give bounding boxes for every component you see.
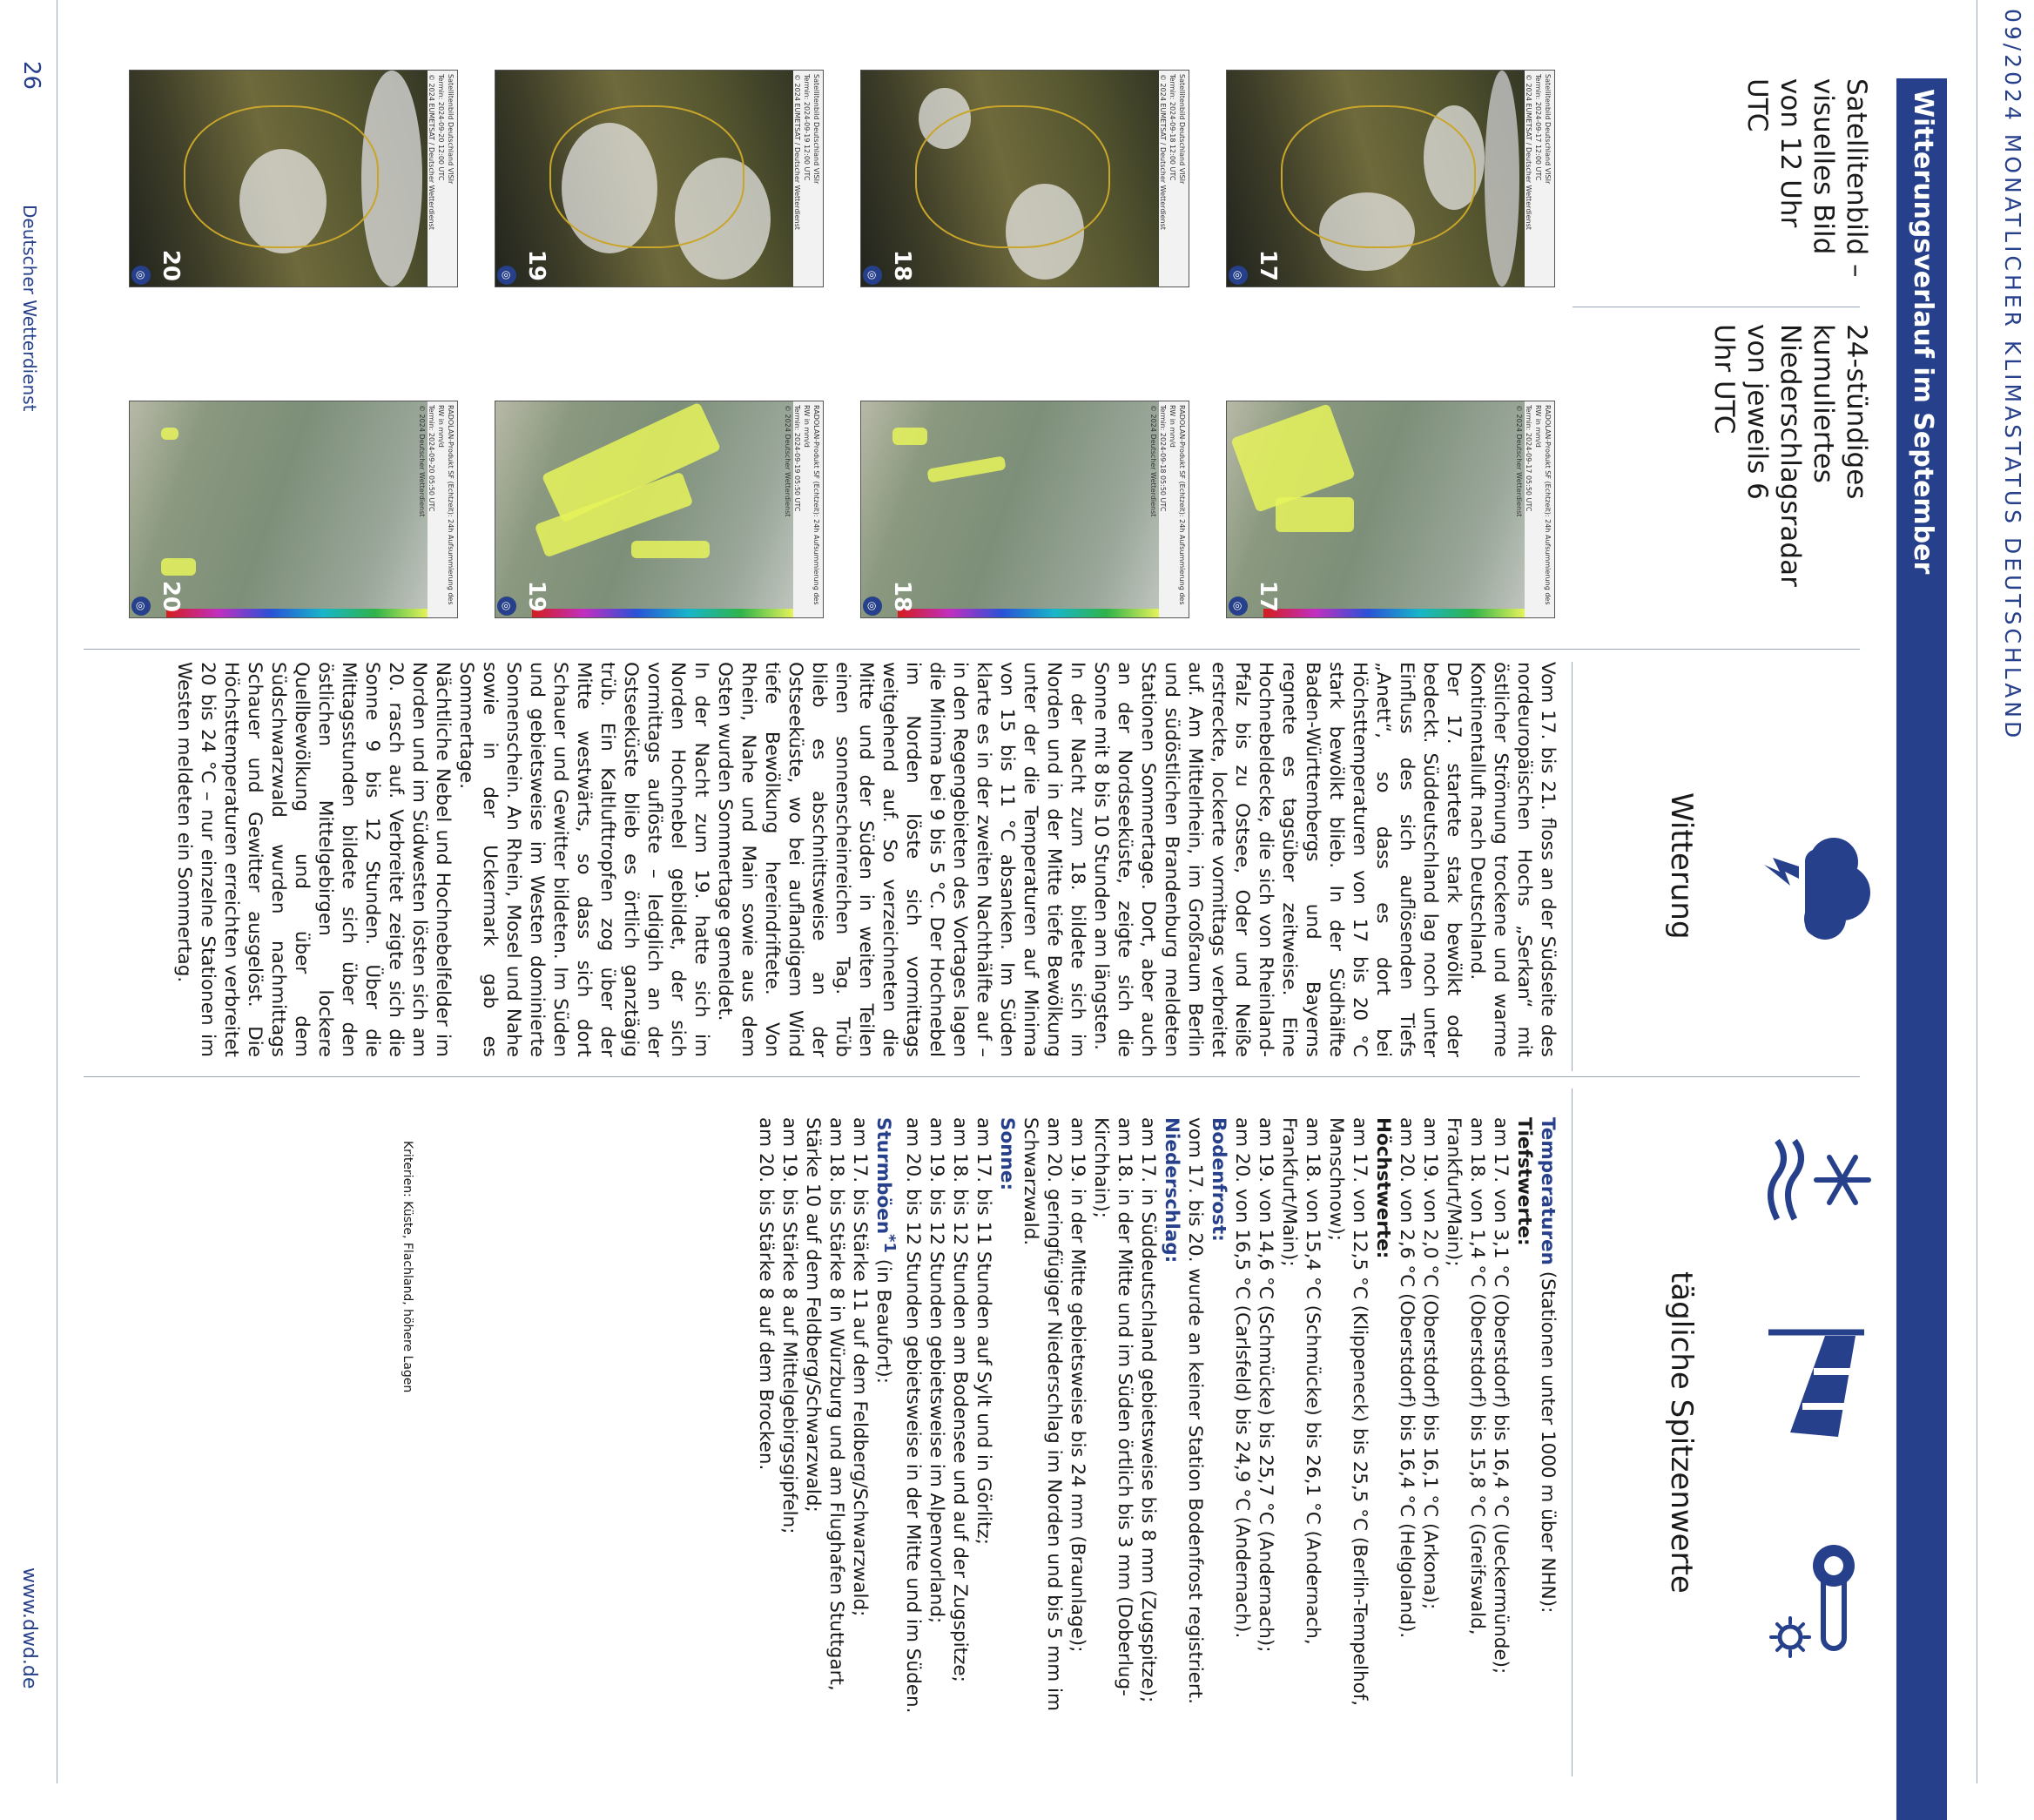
satellite-header: Satellitenbild Deutschland VISIr Termin: 2024-09-18 12:00 UTC © 2024 EUMETSAT / Deutscher Wetterdienst [1159,71,1189,286]
sturmboeen-heading: Sturmböen [872,1117,894,1235]
hoechstwerte-heading: Höchstwerte: [1372,1117,1394,1259]
radar-header: RADOLAN-Produkt SF (Echtzeit): 24h Aufsummierung des RW in mm/d Termin: 2024-09-19 05:50 UTC © 2024 Deutscher Wetterdienst [793,401,823,617]
temperaturen-note: (Stationen unter 1000 m über NHN): [1537,1264,1559,1614]
dwd-logo-icon: ◎ [497,597,516,616]
temperaturen-heading: Temperaturen [1537,1117,1559,1265]
tiefstwerte-heading: Tiefstwerte: [1513,1117,1535,1246]
snowflake-frost-icon [1761,1123,1877,1237]
page-number: 26 [18,61,44,91]
column-divider [84,649,1860,650]
dwd-logo-icon: ◎ [131,597,151,616]
dwd-logo-icon: ◎ [497,266,516,285]
section-title: Witterungsverlauf im September [1908,89,1938,575]
publisher-name: Deutscher Wetterdienst [19,205,40,412]
sonne-line: am 18. bis 12 Stunden am Bodensee und auf der Zugspitze; [949,1117,971,1682]
dwd-logo-icon: ◎ [1229,597,1248,616]
tiefstwert-line: am 18. von 1,4 °C (Oberstdorf) bis 15,8 °C (Greifswald, Frankfurt/Main); [1443,1117,1488,1635]
witterung-paragraph: Vom 17. bis 21. floss an der Südseite des nordeuropäischen Hochs „Serkan“ mit östlicher Strömung trockene und warme Kontinentalluft nach Deutschland. [1466,662,1559,1057]
satellite-image-17 [1226,70,1555,287]
radar-color-scale [1263,609,1525,617]
dwd-logo-icon: ◎ [863,597,882,616]
sturmboeen-note: (in Beaufort): [872,1252,894,1385]
niederschlag-line: am 17. in Süddeutschland gebietsweise bis 8 mm (Zugspitze); [1137,1117,1159,1703]
radar-header: RADOLAN-Produkt SF (Echtzeit): 24h Aufsummierung des RW in mm/d Termin: 2024-09-20 05:50 UTC © 2024 Deutscher Wetterdienst [428,401,457,617]
storm-cloud-icon [1761,814,1877,954]
sturm-line: am 18. bis Stärke 8 in Würzburg und am Flughafen Stuttgart, Stärke 10 auf dem Feldberg/Schwarzwald; [801,1117,847,1691]
sturm-line: am 19. bis Stärke 8 auf Mittelgebirgsgipfeln; [778,1117,800,1534]
hoechstwert-line: am 18. von 15,4 °C (Schmücke) bis 26,1 °C (Andernach, Frankfurt/Main); [1278,1117,1323,1645]
hoechstwert-line: am 17. von 12,5 °C (Klippeneck) bis 25,5 °C (Berlin-Tempelhof, Manschnow); [1325,1117,1371,1707]
satellite-header: Satellitenbild Deutschland VISIr Termin: 2024-09-17 12:00 UTC © 2024 EUMETSAT / Deutscher Wetterdienst [1525,71,1554,286]
witterung-paragraph: In der Nacht zum 19. hatte sich im Norden Hochnebel gebildet, der sich vormittags auflöste – lediglich an der Ostseeküste blieb es örtlich ganztägig trüb. Ein Kaltlufttropfen zog über der Mitte westwärts, so dass sich dort Schauer und Gewitter bildeten. Im Süden und gebietsweise im Westen dominierte Sonnenschein. An Rhein, Mosel und Nahe sowie in der Uckermark gab es Sommertage. [455,662,712,1057]
column-divider [84,1076,1860,1077]
satellite-header: Satellitenbild Deutschland VISIr Termin: 2024-09-20 12:00 UTC © 2024 EUMETSAT / Deutscher Wetterdienst [428,71,457,286]
dwd-logo-icon: ◎ [1229,266,1248,285]
section-banner [1896,78,1947,1820]
thermometer-sun-icon [1761,1541,1877,1681]
sonne-heading: Sonne: [996,1117,1018,1191]
bodenfrost-heading: Bodenfrost: [1208,1117,1229,1242]
sonne-line: am 17. bis 11 Stunden auf Sylt und in Görlitz; [973,1117,994,1546]
dwd-logo-icon: ◎ [863,266,882,285]
sturm-line: am 17. bis Stärke 11 auf dem Feldberg/Schwarzwald; [848,1117,871,1617]
witterung-rule [1572,662,1573,1071]
sonne-line: am 20. bis 12 Stunden gebietsweise in der Mitte und im Süden. [902,1117,924,1714]
satellite-image-18 [860,70,1189,287]
windsock-icon [1761,1324,1877,1454]
spitzenwerte-body [754,1117,1559,1744]
day-label: 20 [158,580,184,612]
tiefstwert-line: am 20. von 2,6 °C (Oberstdorf) bis 16,4 °C (Helgoland). [1396,1117,1418,1639]
niederschlag-line: am 18. in der Mitte und im Süden örtlich bis 3 mm (Doberlug-Kirchhain); [1090,1117,1135,1696]
satellite-image-19 [495,70,824,287]
radar-image-17 [1226,401,1555,618]
website-link[interactable]: www.dwd.de [18,1567,40,1689]
hoechstwert-line: am 20. von 16,5 °C (Carlsfeld) bis 24,9 °C (Andernach). [1231,1117,1253,1639]
niederschlag-heading: Niederschlag: [1161,1117,1182,1264]
niederschlag-line: am 19. in der Mitte gebietsweise bis 24 mm (Braunlage); [1067,1117,1088,1653]
satellite-caption: Satellitenbild – visuelles Bild von 12 Uhr UTC [1741,78,1872,278]
radar-image-18 [860,401,1189,618]
radar-color-scale [532,609,793,617]
radar-image-20 [129,401,458,618]
witterung-paragraph: Der 17. startete stark bewölkt oder bedeckt. Süddeutschland lag noch unter Einfluss des sich auflösenden Tiefs „Anett“, so dass es dort bei Höchsttemperaturen von 17 bis 20 °C stark bewölkt blieb. In der Südhälfte Baden-Württembergs und Bayerns regnete es tagsüber zeitweise. Eine Hochnebeldecke, die sich von Rheinland-Pfalz bis zu Ostsee, Oder und Neiße erstreckte, lockerte vormittags verbreitet auf. Am Mittelrhein, im Großraum Berlin und südöstlichen Brandenburg meldeten Stationen Sommertage. Dort, aber auch an der Nordseeküste, zeigte sich die Sonne mit 8 bis 10 Stunden am längsten. [1090,662,1465,1057]
sturmboeen-footnote-mark: *1 [880,1234,899,1253]
spitzenwerte-label: tägliche Spitzenwerte [1664,1271,1699,1594]
witterung-paragraph: In der Nacht zum 18. bildete sich im Norden und in der Mitte tiefe Bewölkung unter der die Temperaturen auf Minima von 15 bis 11 °C absanken. Im Süden klarte es in der zweiten Nachthälfte auf – in den Regengebieten des Vortages lagen die Minima bei 9 bis 5 °C. Der Hochnebel im Norden löste sich vormittags weitgehend auf. So verzeichneten die Mitte und der Süden in weiten Teilen einen sonnenscheinreichen Tag. Trüb blieb es abschnittsweise an der Ostseeküste, wo bei auflandigem Wind tiefe Bewölkung hereindriftete. Von Rhein, Nahe und Main sowie aus dem Osten wurden Sommertage gemeldet. [714,662,1088,1057]
tiefstwert-line: am 17. von 3,1 °C (Oberstdorf) bis 16,4 °C (Ueckermünde); [1490,1117,1512,1675]
spitzen-rule [1572,1089,1573,1776]
hoechstwert-line: am 19. von 14,6 °C (Schmücke) bis 25,7 °C (Andernach); [1255,1117,1276,1653]
radar-color-scale [898,609,1159,617]
satellite-header: Satellitenbild Deutschland VISIr Termin: 2024-09-19 12:00 UTC © 2024 EUMETSAT / Deutscher Wetterdienst [793,71,823,286]
witterung-body [172,662,1559,1057]
day-label: 18 [889,249,915,281]
day-label: 19 [523,249,549,281]
niederschlag-line: am 20. geringfügiger Niederschlag im Norden und bis 5 mm im Schwarzwald. [1020,1117,1065,1711]
day-label: 17 [1255,249,1281,281]
witterung-label: Witterung [1664,792,1699,940]
day-label: 20 [158,249,184,281]
day-label: 18 [889,580,915,612]
issue-line: 09/2024 MONATLICHER KLIMASTATUS DEUTSCHLAND [2000,9,2025,742]
radar-header: RADOLAN-Produkt SF (Echtzeit): 24h Aufsummierung des RW in mm/d Termin: 2024-09-18 05:50 UTC © 2024 Deutscher Wetterdienst [1159,401,1189,617]
sturm-line: am 20. bis Stärke 8 auf dem Brocken. [754,1117,777,1471]
bodenfrost-line: vom 17. bis 20. wurde an keiner Station Bodenfrost registriert. [1184,1117,1206,1705]
kriterien-footnote: Kriterien: Küste, Flachland, höhere Lagen [401,1141,414,1393]
tiefstwert-line: am 19. von 2,0 °C (Oberstdorf) bis 16,1 °C (Arkona); [1419,1117,1441,1610]
radar-caption: 24-stündiges kumuliertes Niederschlagsradar von jeweils 6 Uhr UTC [1708,324,1872,587]
day-label: 17 [1255,580,1281,612]
sonne-line: am 19. bis 12 Stunden gebietsweise im Alpenvorland; [926,1117,947,1624]
day-label: 19 [523,580,549,612]
dwd-logo-icon: ◎ [131,266,151,285]
radar-image-19 [495,401,824,618]
radar-color-scale [166,609,428,617]
radar-header: RADOLAN-Produkt SF (Echtzeit): 24h Aufsummierung des RW in mm/d Termin: 2024-09-17 05:50 UTC © 2024 Deutscher Wetterdienst [1525,401,1554,617]
satellite-image-20 [129,70,458,287]
witterung-paragraph: Nächtliche Nebel und Hochnebelfelder im Norden und im Südwesten lösten sich am 20. rasch auf. Verbreitet zeigte sich die Sonne 9 bis 12 Stunden. Über die Mittagsstunden bildete sich über den östlichen Mittelgebirgen lockere Quellbewölkung und über dem Südschwarzwald wurden nachmittags Schauer und Gewitter ausgelöst. Die Höchsttemperaturen erreichten verbreitet 20 bis 24 °C – nur einzelne Stationen im Westen meldeten ein Sommertag. [173,662,454,1057]
